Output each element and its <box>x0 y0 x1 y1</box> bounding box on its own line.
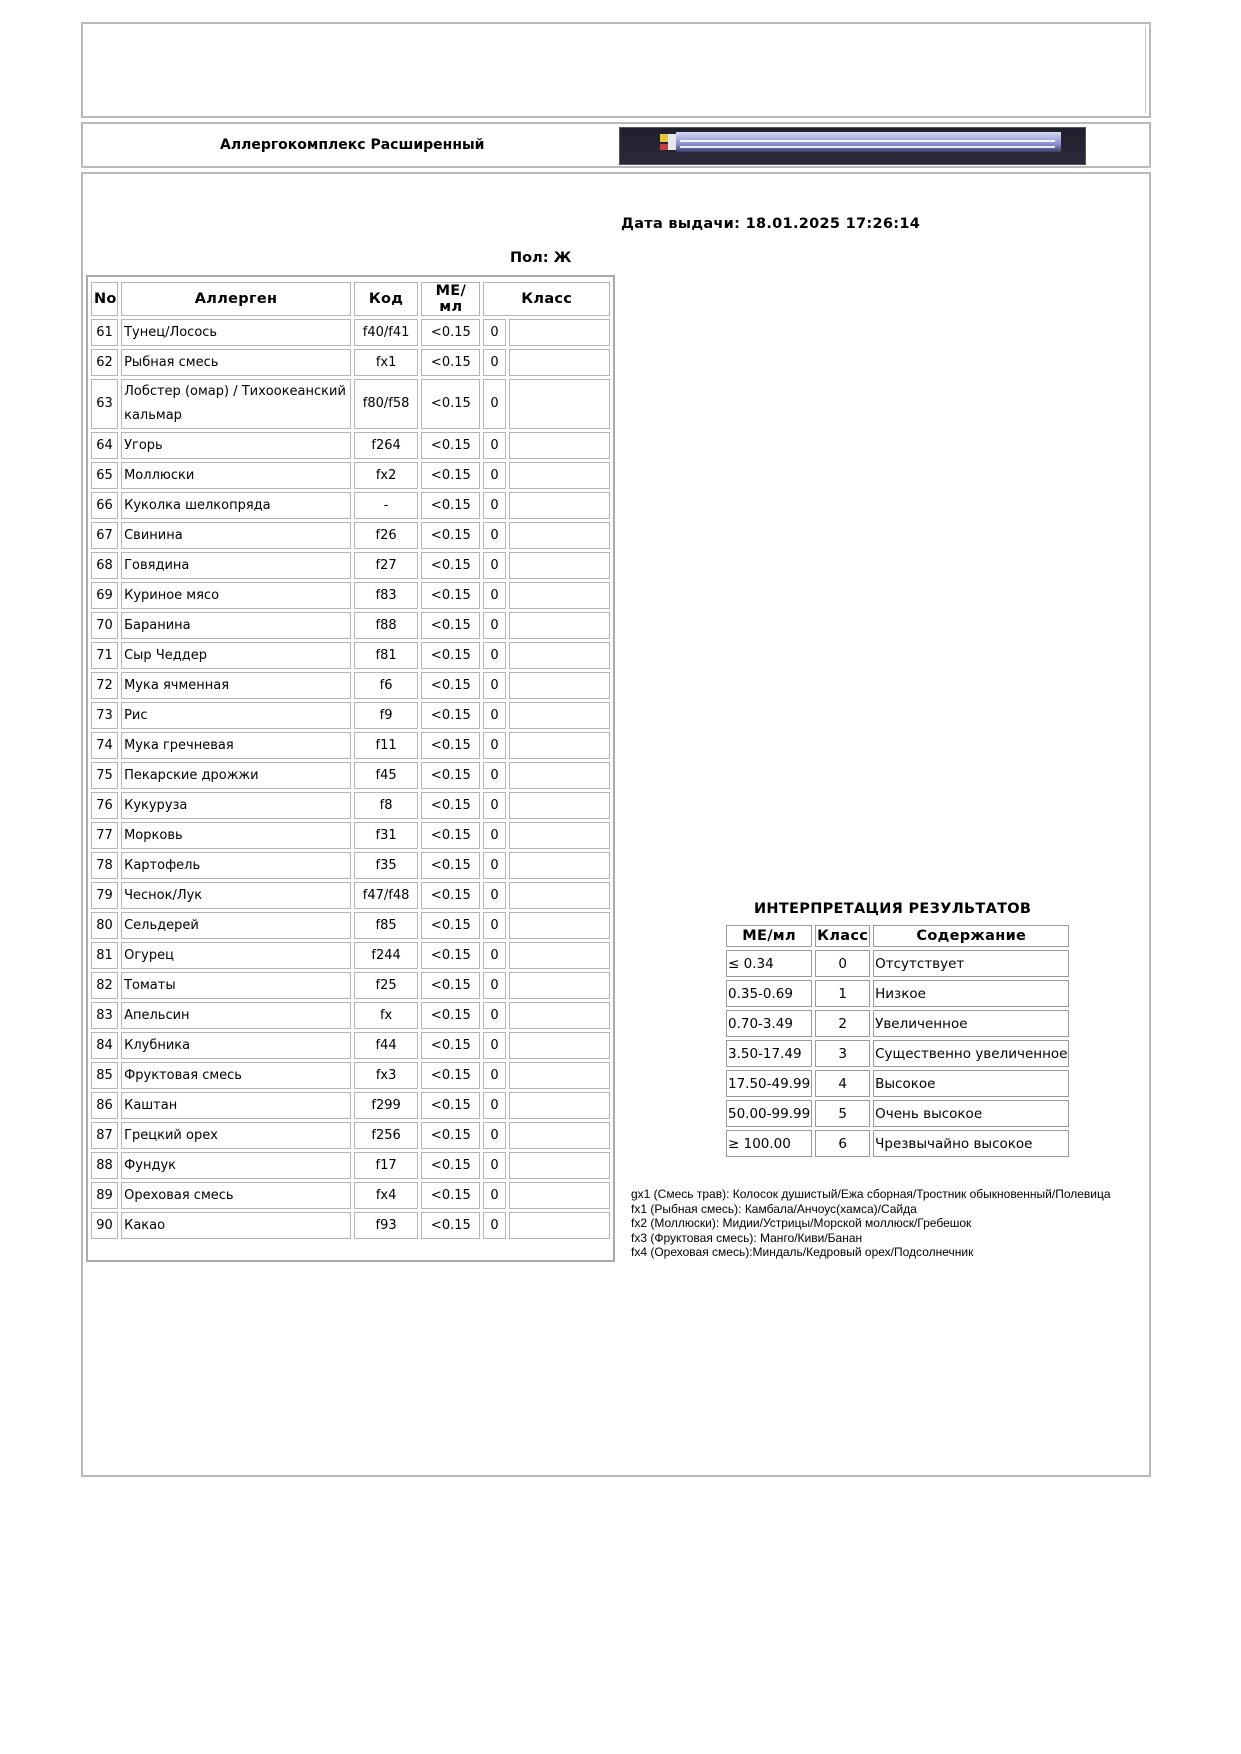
allergen-name: Мука гречневая <box>121 732 351 759</box>
allergen-name: Грецкий орех <box>121 1122 351 1149</box>
allergen-name: Томаты <box>121 972 351 999</box>
allergen-class: 0 <box>483 912 505 939</box>
allergen-code: f93 <box>354 1212 418 1239</box>
allergen-code: f264 <box>354 432 418 459</box>
test-strip-line <box>680 140 1055 142</box>
row-number: 68 <box>91 552 118 579</box>
allergen-value: <0.15 <box>421 379 480 429</box>
class-indicator-cell <box>509 672 610 699</box>
allergen-class: 0 <box>483 462 505 489</box>
class-indicator-cell <box>509 522 610 549</box>
allergen-name: Рис <box>121 702 351 729</box>
description-cell: Существенно увеличенное <box>873 1040 1069 1067</box>
row-number: 74 <box>91 732 118 759</box>
table-row <box>91 672 610 699</box>
barcode-image <box>619 127 1086 165</box>
allergen-value: <0.15 <box>421 349 480 376</box>
class-indicator-cell <box>509 1092 610 1119</box>
row-number: 61 <box>91 319 118 346</box>
allergen-class: 0 <box>483 1032 505 1059</box>
allergen-class: 0 <box>483 522 505 549</box>
allergen-class: 0 <box>483 1002 505 1029</box>
class-indicator-cell <box>509 552 610 579</box>
allergen-code: f26 <box>354 522 418 549</box>
range-cell: 0.70-3.49 <box>726 1010 812 1037</box>
row-number: 71 <box>91 642 118 669</box>
column-header-allergen: Аллерген <box>121 282 351 316</box>
description-cell: Очень высокое <box>873 1100 1069 1127</box>
allergen-value: <0.15 <box>421 492 480 519</box>
allergen-value: <0.15 <box>421 1032 480 1059</box>
table-row <box>91 762 610 789</box>
allergen-name: Морковь <box>121 822 351 849</box>
row-number: 63 <box>91 379 118 429</box>
allergen-value: <0.15 <box>421 612 480 639</box>
allergen-code: f40/f41 <box>354 319 418 346</box>
patient-sex: Пол: Ж <box>510 250 572 266</box>
allergen-name: Каштан <box>121 1092 351 1119</box>
mix-legend-notes <box>631 1187 1111 1260</box>
row-number: 83 <box>91 1002 118 1029</box>
table-row <box>91 702 610 729</box>
allergen-results-table <box>86 275 615 1262</box>
range-cell: ≥ 100.00 <box>726 1130 812 1157</box>
allergen-class: 0 <box>483 492 505 519</box>
row-number: 84 <box>91 1032 118 1059</box>
class-indicator-cell <box>509 852 610 879</box>
color-marker-white <box>668 134 676 150</box>
row-number: 76 <box>91 792 118 819</box>
allergen-code: f35 <box>354 852 418 879</box>
row-number: 89 <box>91 1182 118 1209</box>
allergen-value: <0.15 <box>421 582 480 609</box>
allergen-code: f9 <box>354 702 418 729</box>
allergen-name: Фруктовая смесь <box>121 1062 351 1089</box>
row-number: 80 <box>91 912 118 939</box>
allergen-class: 0 <box>483 942 505 969</box>
row-number: 81 <box>91 942 118 969</box>
allergen-code: f27 <box>354 552 418 579</box>
row-number: 78 <box>91 852 118 879</box>
allergen-value: <0.15 <box>421 462 480 489</box>
allergen-value: <0.15 <box>421 1062 480 1089</box>
allergen-name: Куриное мясо <box>121 582 351 609</box>
color-marker-yellow <box>660 134 668 142</box>
allergen-class: 0 <box>483 379 505 429</box>
table-row <box>91 1122 610 1149</box>
allergen-class: 0 <box>483 1122 505 1149</box>
allergen-value: <0.15 <box>421 642 480 669</box>
allergen-class: 0 <box>483 1152 505 1179</box>
table-row <box>91 582 610 609</box>
allergen-code: f85 <box>354 912 418 939</box>
row-number: 88 <box>91 1152 118 1179</box>
allergen-code: f88 <box>354 612 418 639</box>
allergen-value: <0.15 <box>421 1182 480 1209</box>
allergen-name: Мука ячменная <box>121 672 351 699</box>
class-indicator-cell <box>509 492 610 519</box>
allergen-name: Свинина <box>121 522 351 549</box>
table-row <box>91 612 610 639</box>
note-line: gx1 (Смесь трав): Колосок душистый/Ежа сборная/Тростник обыкновенный/Полевица <box>631 1187 1111 1201</box>
table-row <box>91 642 610 669</box>
color-marker-red <box>660 144 668 150</box>
header-blank-panel <box>81 22 1151 118</box>
table-row <box>726 980 1069 1007</box>
row-number: 85 <box>91 1062 118 1089</box>
table-row <box>91 319 610 346</box>
table-row <box>91 822 610 849</box>
allergen-value: <0.15 <box>421 522 480 549</box>
allergen-name: Сыр Чеддер <box>121 642 351 669</box>
allergen-name: Апельсин <box>121 1002 351 1029</box>
allergen-name: Куколка шелкопряда <box>121 492 351 519</box>
table-row <box>91 1092 610 1119</box>
note-line: fx4 (Ореховая смесь):Миндаль/Кедровый орех/Подсолнечник <box>631 1245 974 1260</box>
class-indicator-cell <box>509 702 610 729</box>
allergen-code: fx3 <box>354 1062 418 1089</box>
class-indicator-cell <box>509 972 610 999</box>
table-row <box>91 432 610 459</box>
allergen-value: <0.15 <box>421 1152 480 1179</box>
class-cell: 4 <box>815 1070 870 1097</box>
row-number: 67 <box>91 522 118 549</box>
class-indicator-cell <box>509 822 610 849</box>
class-indicator-cell <box>509 432 610 459</box>
table-row <box>91 1002 610 1029</box>
allergen-name: Какао <box>121 1212 351 1239</box>
allergen-value: <0.15 <box>421 762 480 789</box>
allergen-code: f17 <box>354 1152 418 1179</box>
allergen-name: Тунец/Лосось <box>121 319 351 346</box>
allergen-value: <0.15 <box>421 672 480 699</box>
allergen-value: <0.15 <box>421 912 480 939</box>
range-cell: 17.50-49.99 <box>726 1070 812 1097</box>
allergen-value: <0.15 <box>421 972 480 999</box>
allergen-class: 0 <box>483 1182 505 1209</box>
allergen-name: Лобстер (омар) / Тихоокеанский кальмар <box>121 379 351 429</box>
allergen-value: <0.15 <box>421 552 480 579</box>
row-number: 90 <box>91 1212 118 1239</box>
allergen-class: 0 <box>483 582 505 609</box>
table-row <box>91 792 610 819</box>
class-cell: 0 <box>815 950 870 977</box>
panel-divider <box>1145 27 1146 113</box>
allergen-name: Рыбная смесь <box>121 349 351 376</box>
allergen-class: 0 <box>483 672 505 699</box>
allergen-class: 0 <box>483 1212 505 1239</box>
allergen-class: 0 <box>483 1062 505 1089</box>
interpretation-table <box>723 922 1072 1160</box>
allergen-class: 0 <box>483 642 505 669</box>
table-row <box>726 1070 1069 1097</box>
class-indicator-cell <box>509 882 610 909</box>
description-cell: Низкое <box>873 980 1069 1007</box>
allergen-code: f83 <box>354 582 418 609</box>
allergen-value: <0.15 <box>421 732 480 759</box>
allergen-value: <0.15 <box>421 1122 480 1149</box>
allergen-class: 0 <box>483 552 505 579</box>
table-header-row <box>91 282 610 316</box>
table-row <box>91 732 610 759</box>
table-row <box>726 1100 1069 1127</box>
description-cell: Высокое <box>873 1070 1069 1097</box>
class-cell: 1 <box>815 980 870 1007</box>
row-number: 72 <box>91 672 118 699</box>
allergen-name: Говядина <box>121 552 351 579</box>
table-row <box>91 379 610 429</box>
table-row <box>91 912 610 939</box>
table-row <box>91 349 610 376</box>
table-row <box>91 972 610 999</box>
range-cell: ≤ 0.34 <box>726 950 812 977</box>
allergen-name: Картофель <box>121 852 351 879</box>
allergen-code: f31 <box>354 822 418 849</box>
class-indicator-cell <box>509 1182 610 1209</box>
class-cell: 5 <box>815 1100 870 1127</box>
allergen-value: <0.15 <box>421 1212 480 1239</box>
class-indicator-cell <box>509 912 610 939</box>
test-strip-band <box>676 132 1061 152</box>
allergen-class: 0 <box>483 762 505 789</box>
table-row <box>726 1130 1069 1157</box>
allergen-code: f299 <box>354 1092 418 1119</box>
table-row <box>91 882 610 909</box>
allergen-class: 0 <box>483 432 505 459</box>
column-header-class: Класс <box>483 282 610 316</box>
class-cell: 6 <box>815 1130 870 1157</box>
table-row <box>91 942 610 969</box>
row-number: 77 <box>91 822 118 849</box>
table-row <box>91 462 610 489</box>
class-indicator-cell <box>509 582 610 609</box>
allergen-value: <0.15 <box>421 432 480 459</box>
allergen-class: 0 <box>483 732 505 759</box>
row-number: 70 <box>91 612 118 639</box>
allergen-name: Моллюски <box>121 462 351 489</box>
table-row <box>91 1032 610 1059</box>
row-number: 75 <box>91 762 118 789</box>
description-cell: Отсутствует <box>873 950 1069 977</box>
allergen-code: f11 <box>354 732 418 759</box>
allergen-name: Чеснок/Лук <box>121 882 351 909</box>
test-strip-line <box>680 146 1055 148</box>
allergen-code: f8 <box>354 792 418 819</box>
column-header-value: МЕ/мл <box>421 282 480 316</box>
allergen-code: fx2 <box>354 462 418 489</box>
class-indicator-cell <box>509 792 610 819</box>
row-number: 66 <box>91 492 118 519</box>
class-indicator-cell <box>509 1212 610 1239</box>
range-cell: 50.00-99.99 <box>726 1100 812 1127</box>
table-row <box>91 1182 610 1209</box>
allergen-name: Ореховая смесь <box>121 1182 351 1209</box>
allergen-value: <0.15 <box>421 319 480 346</box>
allergen-value: <0.15 <box>421 942 480 969</box>
class-indicator-cell <box>509 762 610 789</box>
row-number: 69 <box>91 582 118 609</box>
row-number: 87 <box>91 1122 118 1149</box>
allergen-class: 0 <box>483 822 505 849</box>
column-header-class: Класс <box>815 925 870 947</box>
issue-date: Дата выдачи: 18.01.2025 17:26:14 <box>621 216 921 232</box>
allergen-name: Огурец <box>121 942 351 969</box>
class-indicator-cell <box>509 379 610 429</box>
table-row <box>91 552 610 579</box>
allergen-code: f47/f48 <box>354 882 418 909</box>
description-cell: Чрезвычайно высокое <box>873 1130 1069 1157</box>
allergen-name: Пекарские дрожжи <box>121 762 351 789</box>
range-cell: 0.35-0.69 <box>726 980 812 1007</box>
table-row <box>91 1062 610 1089</box>
table-row <box>726 1010 1069 1037</box>
class-indicator-cell <box>509 349 610 376</box>
row-number: 79 <box>91 882 118 909</box>
title-panel <box>81 122 1151 168</box>
note-line: fx1 (Рыбная смесь): Камбала/Анчоус(хамса)/Сайда <box>631 1201 917 1216</box>
row-number: 62 <box>91 349 118 376</box>
allergen-code: fx4 <box>354 1182 418 1209</box>
allergen-code: f244 <box>354 942 418 969</box>
note-line: fx2 (Моллюски): Мидии/Устрицы/Морской моллюск/Гребешок <box>631 1216 972 1231</box>
table-row <box>726 950 1069 977</box>
class-indicator-cell <box>509 612 610 639</box>
allergen-code: f44 <box>354 1032 418 1059</box>
row-number: 73 <box>91 702 118 729</box>
allergen-class: 0 <box>483 852 505 879</box>
class-cell: 2 <box>815 1010 870 1037</box>
allergen-value: <0.15 <box>421 852 480 879</box>
table-row <box>91 1152 610 1179</box>
range-cell: 3.50-17.49 <box>726 1040 812 1067</box>
allergen-code: f81 <box>354 642 418 669</box>
allergen-code: f45 <box>354 762 418 789</box>
allergen-code: fx <box>354 1002 418 1029</box>
table-row <box>91 852 610 879</box>
column-header-description: Содержание <box>873 925 1069 947</box>
allergen-name: Сельдерей <box>121 912 351 939</box>
note-line: fx3 (Фруктовая смесь): Манго/Киви/Банан <box>631 1230 863 1245</box>
allergen-code: f25 <box>354 972 418 999</box>
allergen-value: <0.15 <box>421 822 480 849</box>
allergen-value: <0.15 <box>421 882 480 909</box>
allergen-code: fx1 <box>354 349 418 376</box>
allergen-code: f6 <box>354 672 418 699</box>
class-indicator-cell <box>509 1002 610 1029</box>
allergen-name: Кукуруза <box>121 792 351 819</box>
description-cell: Увеличенное <box>873 1010 1069 1037</box>
class-indicator-cell <box>509 1062 610 1089</box>
table-row <box>91 522 610 549</box>
allergen-name: Фундук <box>121 1152 351 1179</box>
allergen-class: 0 <box>483 882 505 909</box>
allergen-name: Угорь <box>121 432 351 459</box>
allergen-value: <0.15 <box>421 1002 480 1029</box>
panel-title: Аллергокомплекс Расширенный <box>220 137 485 153</box>
column-header-code: Код <box>354 282 418 316</box>
allergen-value: <0.15 <box>421 792 480 819</box>
allergen-value: <0.15 <box>421 702 480 729</box>
allergen-value: <0.15 <box>421 1092 480 1119</box>
allergen-code: f80/f58 <box>354 379 418 429</box>
interpretation-title: ИНТЕРПРЕТАЦИЯ РЕЗУЛЬТАТОВ <box>754 901 1032 917</box>
allergen-class: 0 <box>483 792 505 819</box>
allergen-name: Клубника <box>121 1032 351 1059</box>
class-indicator-cell <box>509 1032 610 1059</box>
allergen-name: Баранина <box>121 612 351 639</box>
column-header-no: No <box>91 282 118 316</box>
row-number: 86 <box>91 1092 118 1119</box>
allergen-class: 0 <box>483 972 505 999</box>
class-indicator-cell <box>509 1152 610 1179</box>
class-indicator-cell <box>509 732 610 759</box>
allergen-class: 0 <box>483 702 505 729</box>
table-row <box>91 492 610 519</box>
allergen-code: f256 <box>354 1122 418 1149</box>
table-row <box>91 1212 610 1239</box>
allergen-class: 0 <box>483 1092 505 1119</box>
column-header-range: МЕ/мл <box>726 925 812 947</box>
table-header-row <box>726 925 1069 947</box>
row-number: 65 <box>91 462 118 489</box>
allergen-class: 0 <box>483 349 505 376</box>
class-cell: 3 <box>815 1040 870 1067</box>
row-number: 82 <box>91 972 118 999</box>
allergen-class: 0 <box>483 612 505 639</box>
class-indicator-cell <box>509 642 610 669</box>
class-indicator-cell <box>509 319 610 346</box>
class-indicator-cell <box>509 462 610 489</box>
allergen-class: 0 <box>483 319 505 346</box>
row-number: 64 <box>91 432 118 459</box>
class-indicator-cell <box>509 942 610 969</box>
table-row <box>726 1040 1069 1067</box>
class-indicator-cell <box>509 1122 610 1149</box>
allergen-code: - <box>354 492 418 519</box>
